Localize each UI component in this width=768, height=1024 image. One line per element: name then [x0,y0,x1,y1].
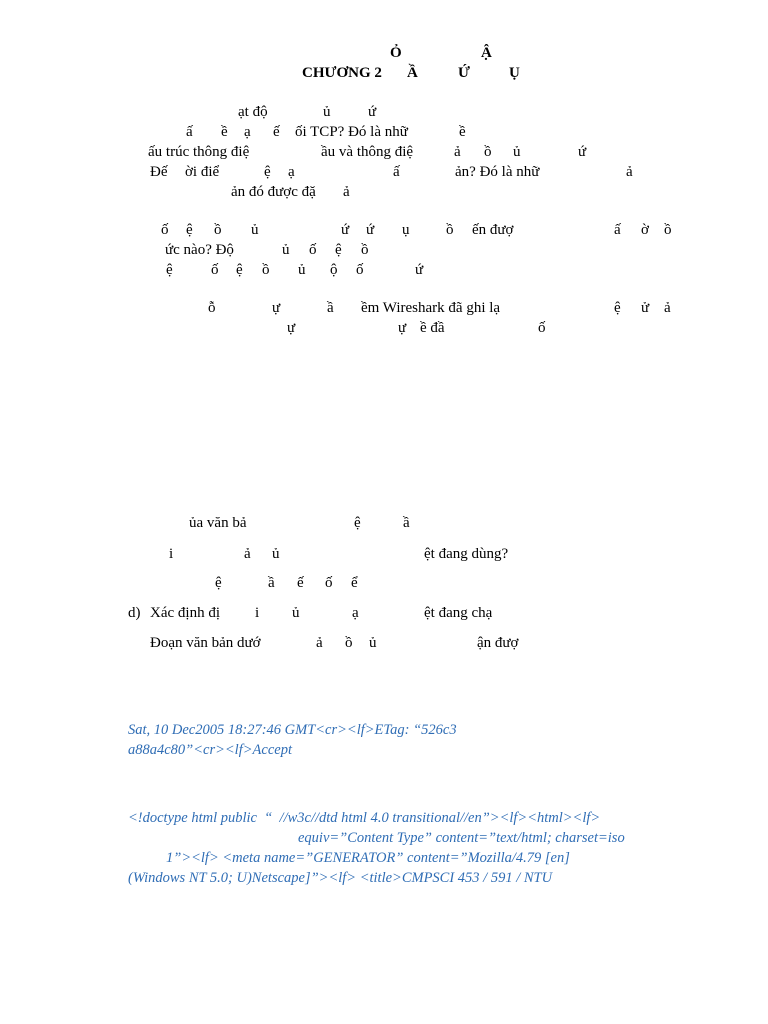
text-fragment: ạ [244,124,251,140]
text-fragment: ố [538,320,546,336]
text-fragment: ệ [166,262,173,278]
http-header-line: Sat, 10 Dec2005 18:27:46 GMT<cr><lf>ETag: “526c3 [128,722,457,738]
text-fragment: ồ [664,222,672,238]
text-fragment: ản đó được đặ [231,184,316,200]
text-fragment: ủ [298,262,306,278]
text-fragment: ối TCP? Đó là nhữ [295,124,408,140]
text-fragment: ố [211,262,219,278]
html-source-line: <!doctype html public “ //w3c//dtd html 4.0 transitional//en”><lf><html><lf> [128,810,601,826]
list-fragment: Xác định đị [150,605,220,621]
text-fragment: ức nào? Độ [165,242,234,258]
text-fragment: ả [626,164,633,180]
heading-fragment: Ầ [407,65,418,81]
text-fragment: ề đầ [420,320,445,336]
text-fragment: ự [287,320,296,336]
list-fragment: ệt đang dùng? [424,546,509,562]
heading-fragment: Ứ [458,65,470,81]
text-fragment: ứ [341,222,350,238]
text-fragment: ỗ [208,300,216,316]
list-fragment: ả [316,635,323,651]
text-fragment: ử [641,300,650,316]
list-fragment: Đoạn văn bản dướ [150,635,261,651]
heading-fragment: Ụ [509,65,520,81]
list-fragment: ủ [272,546,280,562]
text-fragment: ả [664,300,671,316]
html-source-line: (Windows NT 5.0; U)Netscape]”><lf> <title>CMPSCI 453 / 591 / NTU [128,870,553,886]
text-fragment: ả [343,184,350,200]
text-fragment: ố [309,242,317,258]
text-fragment: ấ [186,124,193,140]
text-fragment: ồ [214,222,222,238]
text-fragment: ộ [330,262,338,278]
text-fragment: ề [221,124,228,140]
text-fragment: ự [398,320,407,336]
list-fragment: ế [297,575,304,591]
text-fragment: ờ [641,222,649,238]
text-fragment: ố [161,222,169,238]
text-fragment: ầu và thông điệ [321,144,414,160]
text-fragment: ồ [484,144,492,160]
chapter-title: CHƯƠNG 2 [302,65,382,81]
text-fragment: ủ [282,242,290,258]
http-header-line: a88a4c80”<cr><lf>Accept [128,742,292,758]
list-fragment: ủa văn bả [189,515,247,531]
text-fragment: ệ [186,222,193,238]
list-fragment: ạ [352,605,359,621]
text-fragment: ứ [578,144,587,160]
text-fragment: ố [356,262,364,278]
text-fragment: ạ [288,164,295,180]
list-fragment: i [255,605,260,621]
list-fragment: ủ [292,605,300,621]
text-fragment: Đế [150,164,168,180]
text-fragment: ầ [327,300,334,316]
text-fragment: ứ [366,222,375,238]
text-fragment: ấ [393,164,400,180]
list-fragment: i [169,546,174,562]
text-fragment: ự [272,300,281,316]
text-fragment: ứ [368,104,377,120]
list-fragment: ệ [354,515,361,531]
list-fragment: ồ [345,635,353,651]
text-fragment: ủ [513,144,521,160]
text-fragment: ủ [323,104,331,120]
text-fragment: ồ [262,262,270,278]
text-fragment: ệ [335,242,342,258]
text-fragment: ả [454,144,461,160]
text-fragment: ế [273,124,280,140]
text-fragment: ệ [614,300,621,316]
heading-fragment: Ỏ [390,45,402,61]
text-fragment: ồ [446,222,454,238]
list-fragment: ệt đang chạ [424,605,493,621]
text-fragment: ềm Wireshark đã ghi lạ [361,300,501,316]
text-fragment: ến đượ [472,222,514,238]
text-fragment: ề [459,124,466,140]
text-fragment: ấ [614,222,621,238]
list-fragment: ầ [268,575,275,591]
list-fragment: ệ [215,575,222,591]
list-fragment: ả [244,546,251,562]
list-marker: d) [128,605,141,621]
text-fragment: ồ [361,242,369,258]
heading-fragment: Ậ [481,45,492,61]
text-fragment: ệ [264,164,271,180]
list-fragment: ầ [403,515,410,531]
text-fragment: ệ [236,262,243,278]
text-fragment: ản? Đó là nhữ [455,164,540,180]
text-fragment: ứ [415,262,424,278]
html-source-line: 1”><lf> <meta name=”GENERATOR” content=”Mozilla/4.79 [en] [166,850,570,866]
text-fragment: ủ [251,222,259,238]
list-fragment: ố [325,575,333,591]
list-fragment: ủ [369,635,377,651]
list-fragment: ể [351,575,358,591]
list-fragment: ận đượ [477,635,519,651]
text-fragment: ấu trúc thông điệ [148,144,250,160]
text-fragment: ụ [402,222,410,238]
html-source-line: equiv=”Content Type” content=”text/html; charset=iso [298,830,625,846]
text-fragment: ạt độ [238,104,268,120]
text-fragment: ời điể [185,164,220,180]
